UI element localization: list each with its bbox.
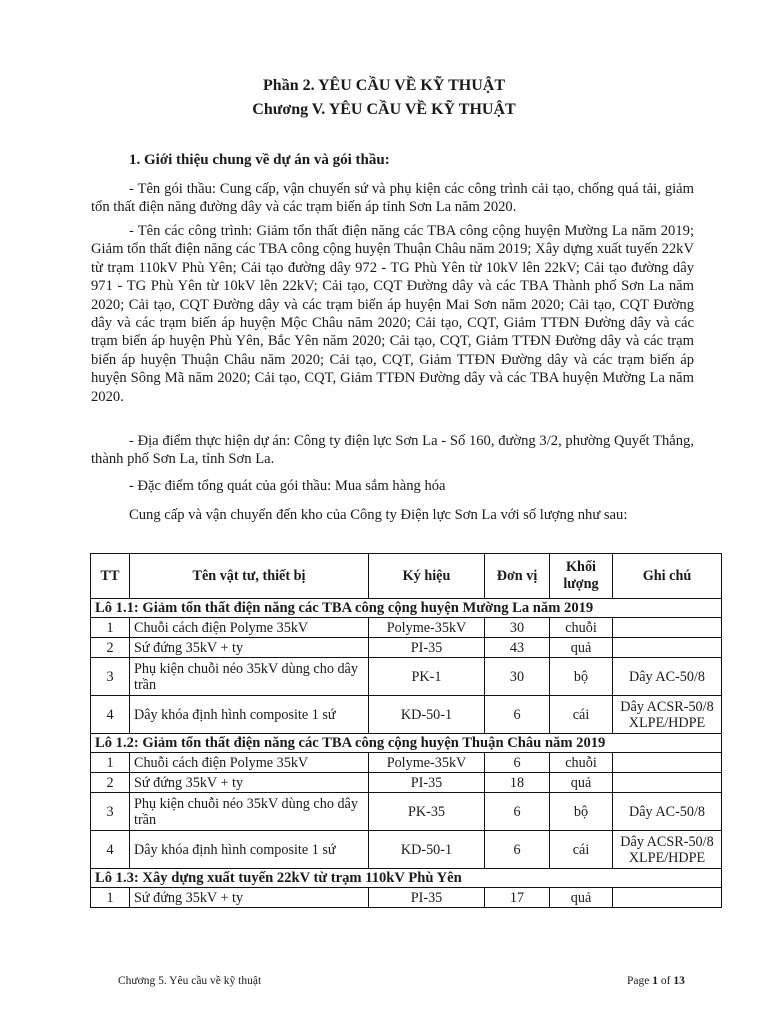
section-heading: 1. Giới thiệu chung về dự án và gói thầu: [129, 152, 390, 168]
cell-code: Polyme-35kV [369, 753, 485, 773]
cell-note: Dây ACSR-50/8 XLPE/HDPE [613, 831, 722, 869]
cell-unit: cái [550, 696, 613, 734]
package-features-paragraph: - Đặc điểm tổng quát của gói thầu: Mua sắm hàng hóa [129, 478, 446, 494]
part-title: Phần 2. YÊU CẦU VỀ KỸ THUẬT [263, 77, 505, 94]
cell-unit: chuỗi [550, 618, 613, 638]
works-list-paragraph: - Tên các công trình: Giảm tổn thất điện năng các TBA công cộng huyện Mường La năm 2019; Giảm tổn thất điện năng các TBA công cộng huyện Thuận Châu năm 2019; Xây dựng xuất tuyến 22kV từ trạm 110kV Phù Yên; Cải tạo đường dây 972 - TG Phù Yên từ 10kV lên 22kV; Cải tạo đường dây 971 - TG Phù Yên từ 10kV lên 22kV; Cải tạo, CQT Đường dây và các TBA Thành phố Sơn La năm 2020; Cải tạo, CQT Đường dây và các trạm biến áp huyện Mai Sơn năm 2020; Cải tạo, CQT Đường dây và các trạm biến áp huyện Mộc Châu năm 2020; Cải tạo, CQT, Giảm TTĐN Đường dây và các trạm biến áp huyện Phù Yên, Bắc Yên năm 2020; Cải tạo, CQT, Giảm TTĐN Đường dây và các trạm biến áp huyện Thuận Châu năm 2020; Cải tạo, CQT, Giảm TTĐN Đường dây và các trạm biến áp huyện Sông Mã năm 2020; Cải tạo, CQT, Giảm TTĐN Đường dây và các TBA huyện Mường La năm 2020. [91, 223, 694, 405]
cell-name: Chuỗi cách điện Polyme 35kV [130, 618, 369, 638]
supply-intro-paragraph: Cung cấp và vận chuyển đến kho của Công ty Điện lực Sơn La với số lượng như sau: [129, 507, 628, 523]
table-row [91, 793, 722, 831]
cell-note [613, 753, 722, 773]
cell-unit: quả [550, 773, 613, 793]
lot-row [91, 734, 722, 753]
cell-code: KD-50-1 [369, 831, 485, 869]
cell-code: PK-1 [369, 658, 485, 696]
cell-name: Chuỗi cách điện Polyme 35kV [130, 753, 369, 773]
cell-qty: 6 [485, 793, 550, 831]
cell-name: Phụ kiện chuỗi néo 35kV dùng cho dây trần [130, 793, 369, 831]
location-paragraph: - Địa điểm thực hiện dự án: Công ty điện lực Sơn La - Số 160, đường 3/2, phường Quyết Thắng, thành phố Sơn La, tỉnh Sơn La. [91, 433, 694, 468]
cell-code: PI-35 [369, 888, 485, 908]
cell-name: Dây khóa định hình composite 1 sứ [130, 831, 369, 869]
header-qty: Khối lượng [550, 554, 613, 599]
cell-tt: 3 [91, 658, 130, 696]
cell-tt: 3 [91, 793, 130, 831]
cell-qty: 6 [485, 831, 550, 869]
cell-qty: 6 [485, 696, 550, 734]
header-note: Ghi chú [613, 554, 722, 599]
cell-tt: 1 [91, 618, 130, 638]
table-row [91, 618, 722, 638]
cell-note [613, 638, 722, 658]
cell-tt: 1 [91, 888, 130, 908]
cell-qty: 6 [485, 753, 550, 773]
page-total: 13 [673, 975, 685, 987]
cell-tt: 4 [91, 831, 130, 869]
cell-qty: 43 [485, 638, 550, 658]
header-name: Tên vật tư, thiết bị [130, 554, 369, 599]
table-row [91, 696, 722, 734]
page-current: 1 [652, 975, 658, 987]
cell-code: Polyme-35kV [369, 618, 485, 638]
cell-note: Dây AC-50/8 [613, 658, 722, 696]
table-row [91, 753, 722, 773]
cell-code: PK-35 [369, 793, 485, 831]
cell-unit: bộ [550, 658, 613, 696]
cell-unit: chuỗi [550, 753, 613, 773]
cell-unit: bộ [550, 793, 613, 831]
cell-unit: quả [550, 888, 613, 908]
lot-title: Lô 1.1: Giảm tổn thất điện năng các TBA công cộng huyện Mường La năm 2019 [91, 599, 722, 618]
cell-name: Sứ đứng 35kV + ty [130, 638, 369, 658]
cell-name: Sứ đứng 35kV + ty [130, 773, 369, 793]
lot-title: Lô 1.3: Xây dựng xuất tuyến 22kV từ trạm 110kV Phù Yên [91, 869, 722, 888]
table-body [91, 599, 722, 908]
cell-unit: quả [550, 638, 613, 658]
lot-title: Lô 1.2: Giảm tổn thất điện năng các TBA công cộng huyện Thuận Châu năm 2019 [91, 734, 722, 753]
lot-row [91, 599, 722, 618]
page-number [627, 975, 685, 987]
table-row [91, 831, 722, 869]
cell-name: Dây khóa định hình composite 1 sứ [130, 696, 369, 734]
package-name-paragraph: - Tên gói thầu: Cung cấp, vận chuyển sứ và phụ kiện các công trình cải tạo, chống quá tải, giảm tổn thất điện năng đường dây và các trạm biến áp tỉnh Sơn La năm 2020. [91, 181, 694, 216]
cell-qty: 18 [485, 773, 550, 793]
cell-tt: 1 [91, 753, 130, 773]
cell-code: PI-35 [369, 638, 485, 658]
footer-chapter: Chương 5. Yêu cầu về kỹ thuật [118, 975, 262, 987]
cell-note: Dây AC-50/8 [613, 793, 722, 831]
cell-note [613, 888, 722, 908]
of-word: of [660, 975, 671, 987]
table-row [91, 773, 722, 793]
table-row [91, 638, 722, 658]
cell-tt: 2 [91, 773, 130, 793]
chapter-title: Chương V. YÊU CẦU VỀ KỸ THUẬT [252, 101, 516, 118]
table-header-row [91, 554, 722, 599]
cell-code: KD-50-1 [369, 696, 485, 734]
lot-row [91, 869, 722, 888]
table-row [91, 888, 722, 908]
header-code: Ký hiệu [369, 554, 485, 599]
cell-qty: 30 [485, 618, 550, 638]
table-row [91, 658, 722, 696]
cell-note [613, 773, 722, 793]
cell-name: Phụ kiện chuỗi néo 35kV dùng cho dây trần [130, 658, 369, 696]
cell-tt: 2 [91, 638, 130, 658]
cell-note [613, 618, 722, 638]
header-unit: Đơn vị [485, 554, 550, 599]
header-tt: TT [91, 554, 130, 599]
cell-unit: cái [550, 831, 613, 869]
cell-note: Dây ACSR-50/8 XLPE/HDPE [613, 696, 722, 734]
cell-code: PI-35 [369, 773, 485, 793]
materials-table [90, 553, 722, 908]
cell-qty: 17 [485, 888, 550, 908]
cell-tt: 4 [91, 696, 130, 734]
cell-name: Sứ đứng 35kV + ty [130, 888, 369, 908]
cell-qty: 30 [485, 658, 550, 696]
page-word: Page [627, 975, 650, 987]
